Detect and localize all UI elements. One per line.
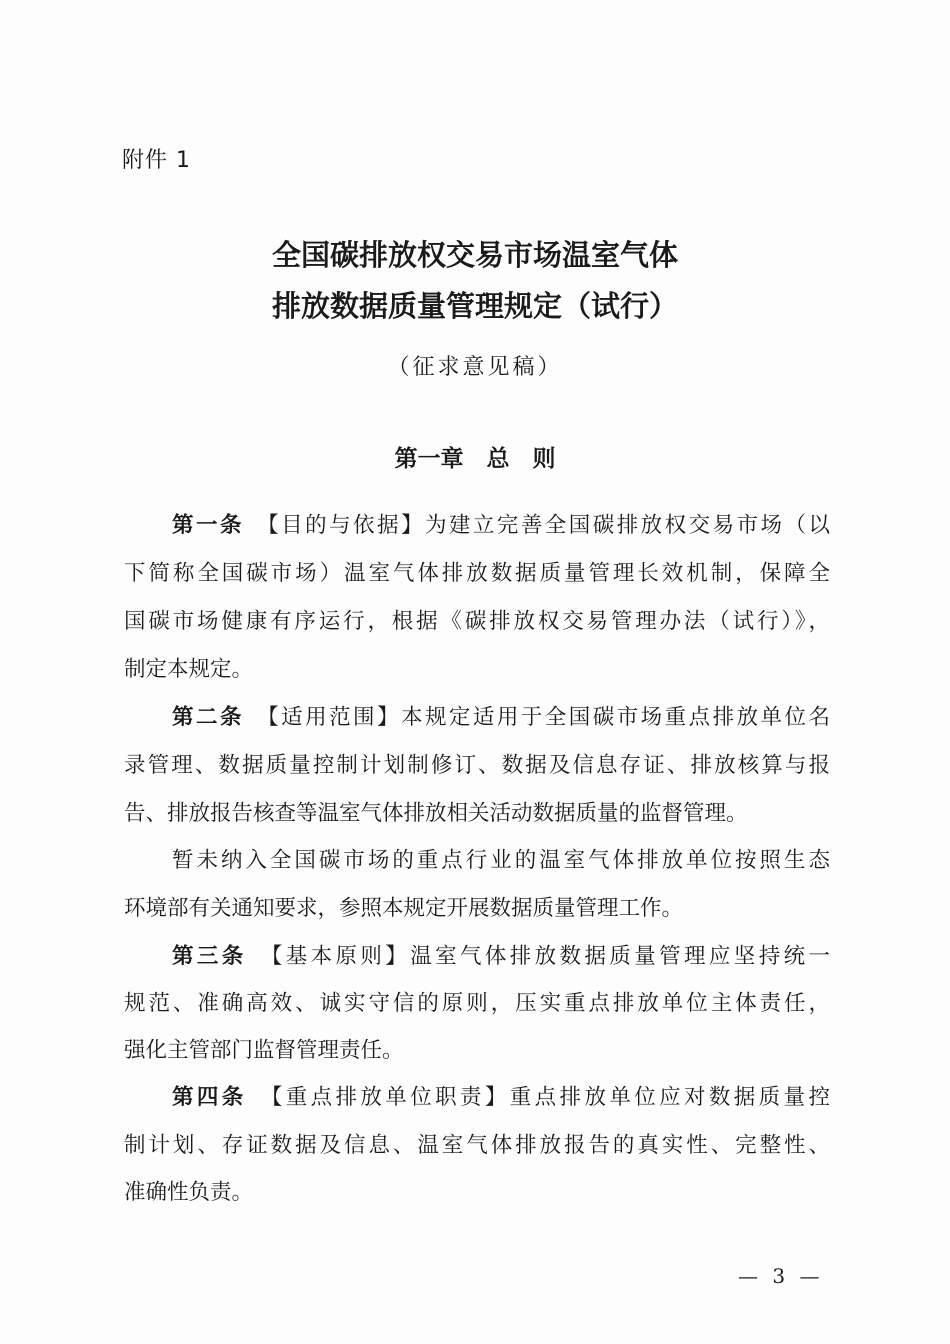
article-2-line-2: 录管理、数据质量控制计划制修订、数据及信息存证、排放核算与报 (124, 753, 830, 778)
article-2-text-1: 本规定适用于全国碳市场重点排放单位名 (400, 705, 830, 730)
article-4-line-3: 准确性负责。 (124, 1180, 254, 1205)
article-4-line-2: 制计划、存证数据及信息、温室气体排放报告的真实性、完整性、 (124, 1133, 830, 1158)
article-3-line-1 (172, 941, 830, 973)
article-4-label: 第四条 (172, 1085, 247, 1110)
article-3-line-2: 规范、准确高效、诚实守信的原则，压实重点排放单位主体责任， (124, 991, 830, 1016)
attachment-label: 附件 1 (122, 148, 191, 173)
draft-subtitle: （征求意见稿） (387, 355, 563, 380)
article-2-line-3: 告、排放报告核查等温室气体排放相关活动数据质量的监督管理。 (124, 801, 748, 826)
chapter-heading: 第一章 总 则 (394, 446, 556, 472)
article-2-paragraph-2-line-1: 暂未纳入全国碳市场的重点行业的温室气体排放单位按照生态 (172, 848, 830, 873)
article-1-text-1: 为建立完善全国碳排放权交易市场（以 (424, 513, 830, 538)
document-title-line-2: 排放数据质量管理规定（试行） (271, 289, 678, 323)
article-3-text-1: 温室气体排放数据质量管理应坚持统一 (410, 944, 830, 969)
article-2-line-1 (172, 702, 830, 734)
article-4-text-1: 重点排放单位应对数据质量控 (509, 1085, 830, 1110)
article-3-line-3: 强化主管部门监督管理责任。 (124, 1038, 404, 1063)
document-title-line-1: 全国碳排放权交易市场温室气体 (271, 238, 678, 272)
article-1-topic: 【目的与依据】 (267, 513, 425, 538)
article-2-paragraph-2-line-2: 环境部有关通知要求，参照本规定开展数据质量管理工作。 (124, 896, 684, 921)
page-number: — 3 — (738, 1264, 824, 1288)
article-1-line-1 (172, 510, 830, 542)
article-1-line-3: 国碳市场健康有序运行，根据《碳排放权交易管理办法（试行）》， (124, 609, 830, 634)
article-4-topic: 【重点排放单位职责】 (271, 1085, 510, 1110)
article-4-line-1 (172, 1082, 830, 1114)
article-2-topic: 【适用范围】 (267, 705, 401, 730)
article-2-label: 第二条 (172, 705, 244, 730)
article-1-line-2: 下简称全国碳市场）温室气体排放数据质量管理长效机制，保障全 (124, 561, 830, 586)
article-1-line-4: 制定本规定。 (124, 657, 254, 682)
article-3-label: 第三条 (172, 944, 247, 969)
article-1-label: 第一条 (172, 513, 244, 538)
article-3-topic: 【基本原则】 (271, 944, 411, 969)
